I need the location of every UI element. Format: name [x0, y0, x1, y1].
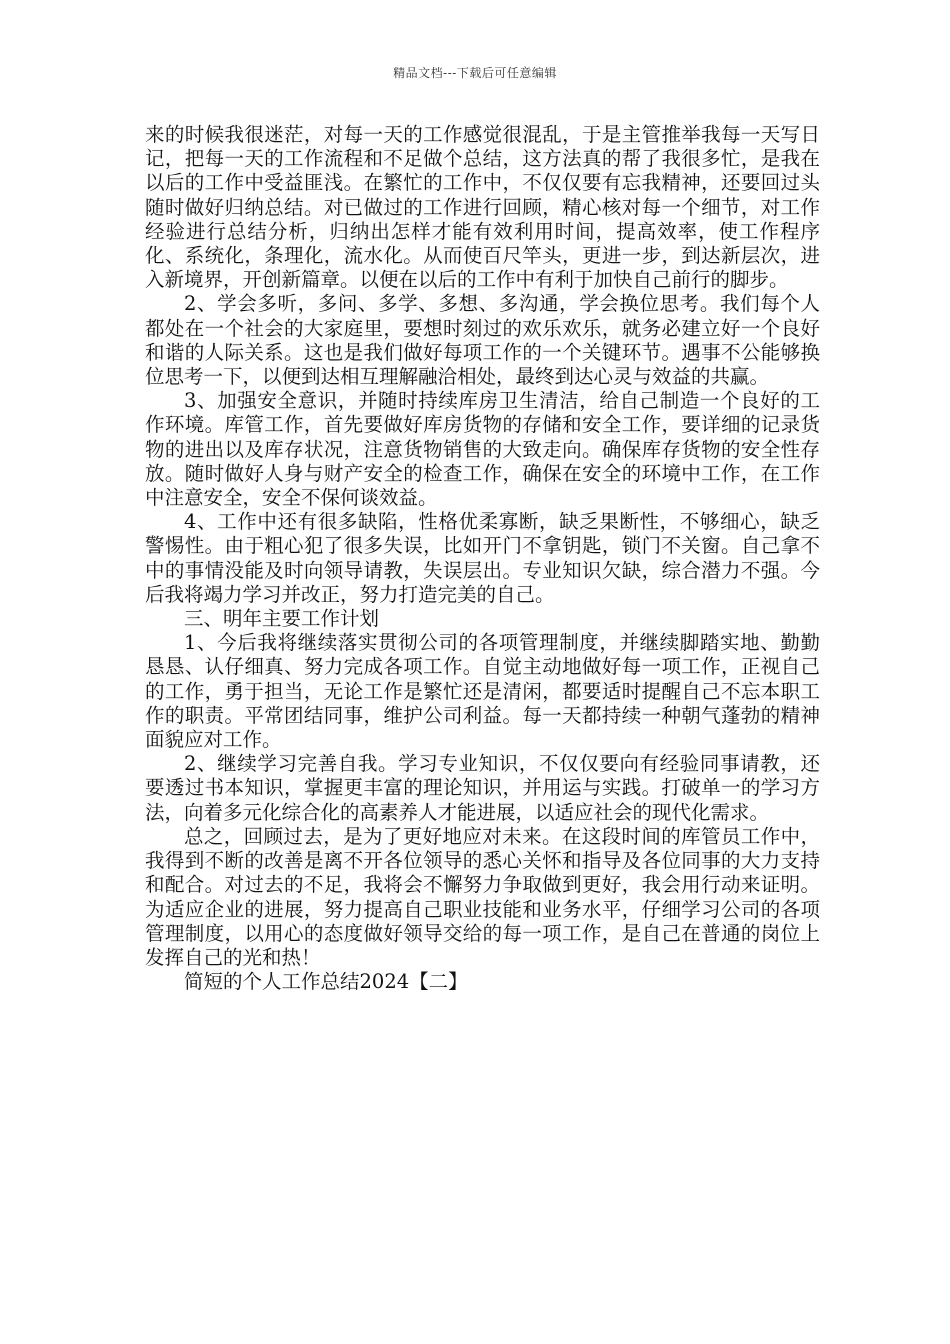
next-section-title: 简短的个人工作总结2024【二】 — [184, 970, 468, 994]
section-heading-plan: 三、明年主要工作计划 — [184, 607, 380, 631]
paragraph-plan-1: 1、今后我将继续落实贯彻公司的各项管理制度，并继续脚踏实地、勤勤恳恳、认仔细真、努力完成各项工作。自觉主动地做好每一项工作，正视自己的工作，勇于担当，无论工作是繁忙还是清闲，都要适时提醒自己不忘本职工作的职责。平常团结同事，维护公司利益。每一天都持续一种朝气蓬勃的精神面貌应对工作。 — [145, 631, 820, 752]
paragraph-item-4: 4、工作中还有很多缺陷，性格优柔寡断，缺乏果断性，不够细心，缺乏警惕性。由于粗心犯了很多失误，比如开门不拿钥匙，锁门不关窗。自己拿不中的事情没能及时向领导请教，失误层出。专业知识欠缺，综合潜力不强。今后我将竭力学习并改正，努力打造完美的自己。 — [145, 510, 820, 606]
document-body — [145, 123, 820, 994]
paragraph-conclusion: 总之，回顾过去，是为了更好地应对未来。在这段时间的库管员工作中，我得到不断的改善是离不开各位领导的悉心关怀和指导及各位同事的大力支持和配合。对过去的不足，我将会不懈努力争取做到更好，我会用行动来证明。为适应企业的进展，努力提高自己职业技能和业务水平，仔细学习公司的各项管理制度，以用心的态度做好领导交给的每一项工作，是自己在普通的岗位上发挥自己的光和热！ — [145, 824, 820, 969]
paragraph-continuation: 来的时候我很迷茫，对每一天的工作感觉很混乱，于是主管推举我每一天写日记，把每一天的工作流程和不足做个总结，这方法真的帮了我很多忙，是我在以后的工作中受益匪浅。在繁忙的工作中，不仅仅要有忘我精神，还要回过头随时做好归纳总结。对已做过的工作进行回顾，精心核对每一个细节，对工作经验进行总结分析，归纳出怎样才能有效利用时间，提高效率，使工作程序化、系统化，条理化，流水化。从而使百尺竿头，更进一步，到达新层次，进入新境界，开创新篇章。以便在以后的工作中有利于加快自己前行的脚步。 — [145, 123, 820, 292]
paragraph-item-2: 2、学会多听，多问、多学、多想、多沟通，学会换位思考。我们每个人都处在一个社会的大家庭里，要想时刻过的欢乐欢乐，就务必建立好一个良好和谐的人际关系。这也是我们做好每项工作的一个关键环节。遇事不公能够换位思考一下，以便到达相互理解融洽相处，最终到达心灵与效益的共赢。 — [145, 292, 820, 389]
paragraph-plan-2: 2、继续学习完善自我。学习专业知识，不仅仅要向有经验同事请教，还要透过书本知识，掌握更丰富的理论知识，并用运与实践。打破单一的学习方法，向着多元化综合化的高素养人才能进展，以适应社会的现代化需求。 — [145, 752, 820, 824]
page-header: 精品文档---下载后可任意编辑 — [393, 66, 557, 80]
paragraph-item-3: 3、加强安全意识，并随时持续库房卫生清洁，给自己制造一个良好的工作环境。库管工作，首先要做好库房货物的存储和安全工作，要详细的记录货物的进出以及库存状况，注意货物销售的大致走向。确保库存货物的安全性存放。随时做好人身与财产安全的检查工作，确保在安全的环境中工作，在工作中注意安全，安全不保何谈效益。 — [145, 389, 820, 510]
